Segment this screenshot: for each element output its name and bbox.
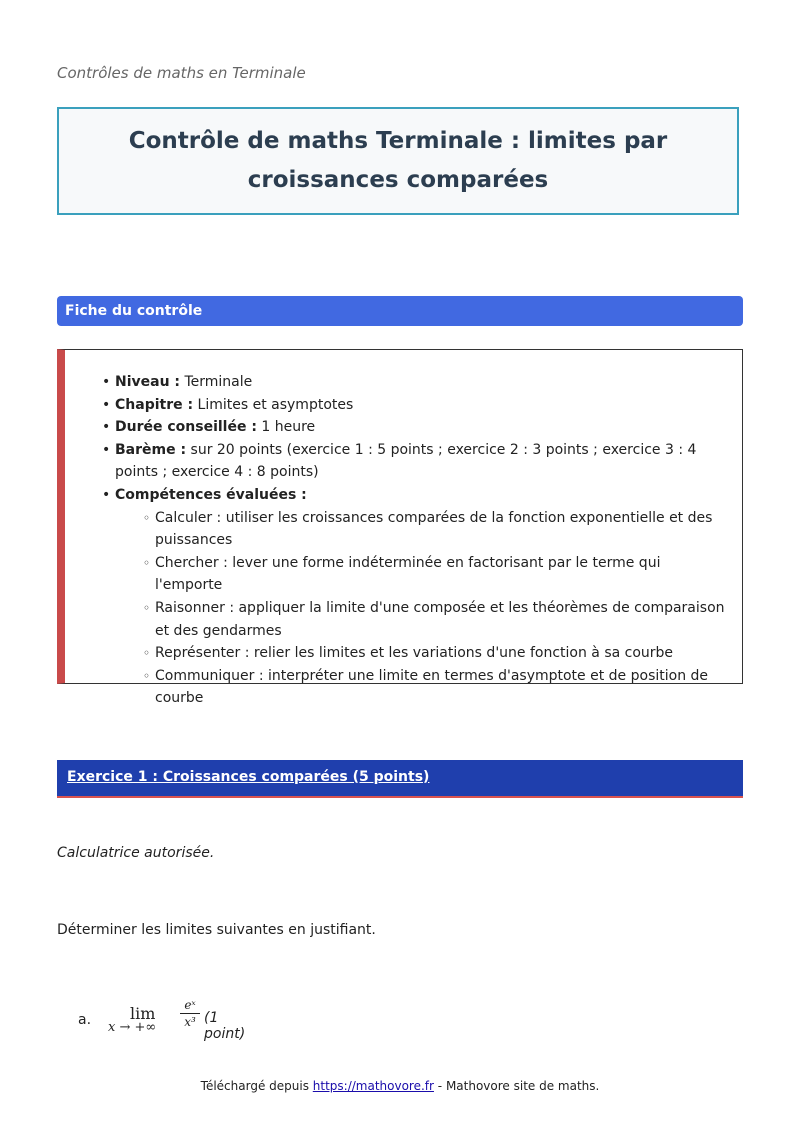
footer-prefix: Téléchargé depuis (200, 1079, 309, 1093)
fiche-section-header: Fiche du contrôle (57, 296, 743, 326)
exercice1-header (57, 760, 743, 798)
bareme-value: sur 20 points (exercice 1 : 5 points ; exercice 2 : 3 points ; exercice 3 : 4 points ; exercice 4 : 8 points) (115, 441, 697, 481)
duree-value: 1 heure (261, 419, 316, 436)
consigne-text: Déterminer les limites suivantes en justifiant. (57, 922, 376, 938)
breadcrumb: Contrôles de maths en Terminale (57, 64, 306, 82)
fiche-item-duree (115, 416, 725, 439)
question-letter: a. (78, 1012, 92, 1028)
exercice1-title: Exercice 1 : Croissances comparées (5 points) (67, 769, 430, 785)
fraction (180, 998, 200, 1029)
footer-link[interactable]: https://mathovore.fr (312, 1079, 434, 1093)
fiche-box (57, 349, 743, 707)
fraction-bar (180, 1013, 200, 1014)
question-points: (1 point) (204, 1010, 246, 1042)
competence-item: ◦ Représenter : relier les limites et les variations d'une fonction à sa courbe (155, 642, 725, 665)
competence-item: ◦ Raisonner : appliquer la limite d'une composée et les théorèmes de comparaison et des gendarmes (155, 597, 725, 642)
lim-subscript: x → +∞ (108, 1020, 157, 1035)
duree-label: Durée conseillée : (115, 419, 257, 436)
fraction-numerator: eˣ (184, 998, 196, 1012)
bareme-label: Barème : (115, 441, 187, 458)
page-title: Contrôle de maths Terminale : limites par croissances comparées (128, 128, 668, 193)
competences-list (115, 507, 725, 710)
footer-suffix: - Mathovore site de maths. (437, 1079, 600, 1093)
competence-item: ◦ Communiquer : interpréter une limite en termes d'asymptote et de position de courbe (155, 665, 725, 710)
calculatrice-note: Calculatrice autorisée. (57, 845, 215, 861)
title-box (57, 107, 739, 215)
competence-item: ◦ Calculer : utiliser les croissances comparées de la fonction exponentielle et des puissances (155, 507, 725, 552)
limit-expression (108, 998, 203, 1038)
fiche-item-bareme (115, 439, 725, 484)
chapitre-value: Limites et asymptotes (197, 396, 354, 413)
fiche-list (115, 371, 725, 710)
fiche-item-chapitre (115, 394, 725, 417)
lim-operator: lim (130, 1004, 156, 1023)
competences-label: Compétences évaluées : (115, 486, 307, 503)
chapitre-label: Chapitre : (115, 396, 194, 413)
fraction-denominator: x³ (184, 1015, 196, 1029)
fiche-item-niveau (115, 371, 725, 394)
niveau-value: Terminale (184, 374, 253, 390)
fiche-item-competences (115, 484, 725, 710)
footer (0, 1079, 800, 1093)
competence-item: ◦ Chercher : lever une forme indéterminée en factorisant par le terme qui l'emporte (155, 552, 725, 597)
niveau-label: Niveau : (115, 374, 181, 390)
